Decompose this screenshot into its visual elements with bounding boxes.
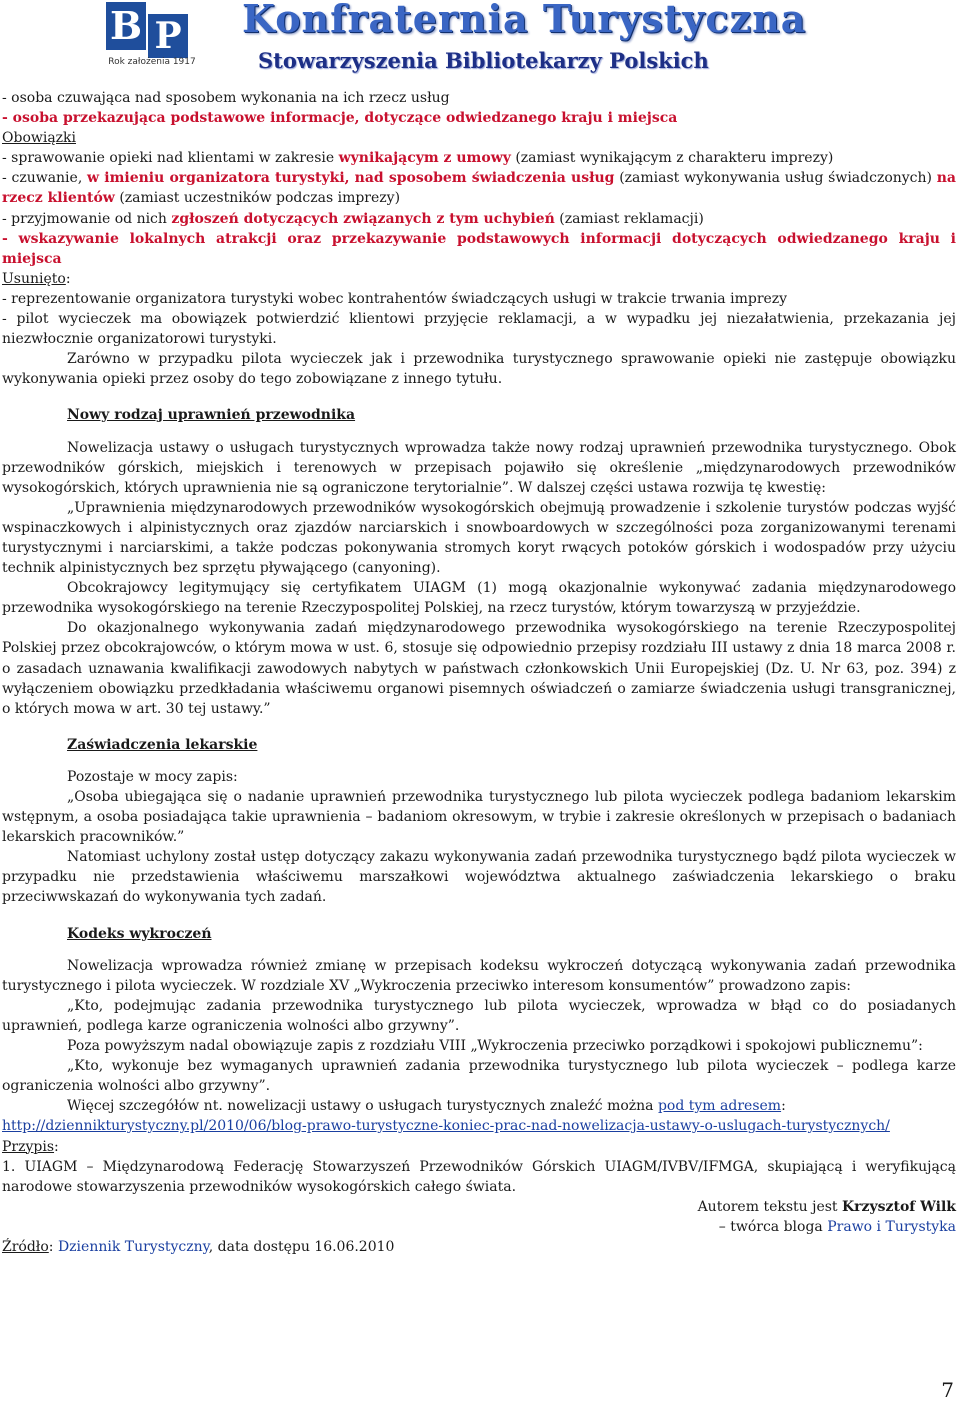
text-span: - czuwanie, bbox=[2, 170, 88, 187]
section-heading: Nowy rodzaj uprawnień przewodnika bbox=[67, 407, 356, 424]
text-span: (zamiast wykonywania usług świadczonych) bbox=[614, 170, 937, 187]
paragraph: Nowelizacja ustawy o usługach turystycznych wprowadza także nowy rodzaj uprawnień przewodnika turystycznego. Obok przewodników górskich, miejskich i terenowych w przepisach pojawiło się określenie „międzynarodowych przewodników wysokogórskich, których uprawnienia nie są ograniczone terytorialnie”. W dalszej części ustawa rozwija tę kwestię: bbox=[2, 439, 956, 496]
details-link[interactable]: pod tym adresem bbox=[657, 1098, 782, 1115]
highlight-span: w imieniu organizatora turystyki, nad sposobem świadczenia usług bbox=[87, 170, 615, 187]
paragraph: Poza powyższym nadal obowiązuje zapis z rozdziału VIII „Wykroczenia przeciwko porządkowi i spokojowi publicznemu”: bbox=[67, 1038, 923, 1055]
author-line bbox=[2, 1197, 956, 1217]
author-role-line bbox=[2, 1217, 956, 1237]
text-span: - sprawowanie opieki nad klientami w zakresie bbox=[2, 150, 339, 167]
source-line bbox=[2, 1237, 956, 1257]
source-date: , data dostępu 16.06.2010 bbox=[208, 1238, 395, 1255]
footnote-label-line bbox=[2, 1137, 956, 1157]
list-item: - pilot wycieczek ma obowiązek potwierdzić klientowi przyjęcie reklamacji, a w wypadku jej niezałatwienia, przekazania jej niezwłocznie organizatorowi turystyki. bbox=[2, 311, 956, 348]
logo-letter-p: P bbox=[148, 14, 188, 58]
text-span: (zamiast uczestników podczas imprezy) bbox=[114, 190, 401, 207]
subheading-obowiazki bbox=[2, 128, 956, 148]
url-line bbox=[2, 1116, 956, 1136]
list-item: - reprezentowanie organizatora turystyki wobec kontrahentów świadczących usługi w trakcie trwania imprezy bbox=[2, 290, 788, 307]
list-item bbox=[2, 148, 956, 168]
page-number: 7 bbox=[941, 1378, 954, 1402]
logo-letter-b: B bbox=[106, 2, 146, 50]
label-usunieto: Usunięto bbox=[2, 270, 66, 287]
blog-link[interactable]: Prawo i Turystyka bbox=[827, 1218, 956, 1235]
text-line-highlight: - osoba przekazująca podstawowe informacje, dotyczące odwiedzanego kraju i miejsca bbox=[2, 110, 678, 127]
section-heading: Kodeks wykroczeń bbox=[67, 925, 212, 942]
list-item-highlight: - wskazywanie lokalnych atrakcji oraz przekazywanie podstawowych informacji dotyczących odwiedzanego kraju i miejsca bbox=[2, 230, 956, 267]
footnote-label: Przypis bbox=[2, 1138, 55, 1155]
text-span: (zamiast reklamacji) bbox=[554, 210, 704, 227]
label-obowiazki: Obowiązki bbox=[2, 130, 77, 147]
list-item bbox=[2, 209, 956, 229]
paragraph bbox=[2, 1096, 956, 1116]
author-name: Krzysztof Wilk bbox=[842, 1198, 956, 1215]
colon: : bbox=[54, 1138, 59, 1155]
paragraph: Do okazjonalnego wykonywania zadań międzynarodowego przewodnika wysokogórskiego na terenie Rzeczypospolitej Polskiej przez obcokrajowców, o którym mowa w ust. 6, stosuje się odpowiednio przepisy rozdziału III ustawy z dnia 18 marca 2008 r. o zasadach uznawania kwalifikacji zawodowych nabytych w państwach członkowskich Unii Europejskiej (Dz. U. Nr 63, poz. 394) z wyłączeniem obowiązku przedkładania właściwemu organowi pisemnych oświadczeń o zamiarze świadczenia usługi transgranicznej, o których mowa w art. 30 tej ustawy.” bbox=[2, 620, 956, 717]
text-span: - przyjmowanie od nich bbox=[2, 210, 172, 227]
brand-subtitle: Stowarzyszenia Bibliotekarzy Polskich bbox=[258, 48, 709, 73]
paragraph: Obcokrajowcy legitymujący się certyfikatem UIAGM (1) mogą okazjonalnie wykonywać zadania międzynarodowego przewodnika wysokogórskiego na terenie Rzeczypospolitej Polskiej, na rzecz turystów, którym towarzyszą w przyjeździe. bbox=[2, 580, 956, 617]
document-body bbox=[2, 88, 956, 1257]
highlight-span: zgłoszeń dotyczących związanych z tym uchybień bbox=[171, 210, 555, 227]
text-line: - osoba czuwająca nad sposobem wykonania na ich rzecz usług bbox=[2, 90, 450, 106]
paragraph: Natomiast uchylony został ustęp dotyczący zakazu wykonywania zadań przewodnika turystycznego bądź pilota wycieczek w przypadku nie przedstawienia właściwemu marszałkowi województwa aktualnego zaświadczenia lekarskiego o braku przeciwwskazań do wykonywania tych zadań. bbox=[2, 849, 956, 906]
paragraph: „Kto, wykonuje bez wymaganych uprawnień zadania przewodnika turystycznego lub pilota wycieczek – podlega karze ograniczenia wolności albo grzywny”. bbox=[2, 1058, 956, 1095]
source-label: Źródło bbox=[2, 1238, 49, 1255]
article-url-link[interactable]: http://dziennikturystyczny.pl/2010/06/blog-prawo-turystyczne-koniec-prac-nad-nowelizacja-ustawy-o-uslugach-turystycznych/ bbox=[2, 1118, 890, 1135]
brand-title: Konfraternia Turystyczna bbox=[242, 0, 807, 41]
paragraph: Zarówno w przypadku pilota wycieczek jak i przewodnika turystycznego sprawowanie opieki nie zastępuje obowiązku wykonywania opieki przez osoby do tego zobowiązane z innego tytułu. bbox=[2, 351, 956, 388]
footnote-item: 1. UIAGM – Międzynarodową Federację Stowarzyszeń Przewodników Górskich UIAGM/IVBV/IFMGA, skupiającą i weryfikującą narodowe stowarzyszenia przewodników wysokogórskich całego świata. bbox=[2, 1158, 956, 1195]
text-span: Autorem tekstu jest bbox=[697, 1198, 843, 1215]
source-link[interactable]: Dziennik Turystyczny bbox=[57, 1238, 209, 1255]
paragraph: „Kto, podejmując zadania przewodnika turystycznego lub pilota wycieczek, wprowadza w błąd co do posiadanych uprawnień, podlega karze ograniczenia wolności albo grzywny”. bbox=[2, 997, 956, 1034]
colon: : bbox=[65, 270, 71, 287]
colon: : bbox=[781, 1098, 786, 1115]
paragraph: „Osoba ubiegająca się o nadanie uprawnień przewodnika turystycznego lub pilota wycieczek podlega badaniom lekarskim wstępnym, a osoba posiadająca takie uprawnienia – badaniom okresowym, w trybie i zakresie określonych w przepisach o badaniach lekarskich pracowników.” bbox=[2, 789, 956, 846]
paragraph: Nowelizacja wprowadza również zmianę w przepisach kodeksu wykroczeń dotyczącą wykonywania zadań przewodnika turystycznego i pilota wycieczek. W rozdziale XV „Wykroczenia przeciwko interesom konsumentów” prowadzono zapis: bbox=[2, 957, 956, 994]
paragraph: „Uprawnienia międzynarodowych przewodników wysokogórskich obejmują prowadzenie i szkolenie turystów podczas wyjść wspinaczkowych i alpinistycznych oraz zjazdów narciarskich i snowboardowych w szczególności poza zorganizowanymi terenami turystycznymi i narciarskimi, a także podczas pokonywania stromych koryt rwących potoków górskich i wodospadów przy użyciu technik alpinistycznych bez sprzętu pływającego (canyoning). bbox=[2, 499, 956, 577]
subheading-usunieto bbox=[2, 269, 956, 289]
colon: : bbox=[48, 1238, 58, 1255]
section-heading: Zaświadczenia lekarskie bbox=[67, 736, 258, 753]
page-header bbox=[0, 0, 960, 80]
text-span: Więcej szczegółów nt. nowelizacji ustawy o usługach turystycznych znaleźć można bbox=[67, 1098, 658, 1115]
bp-logo bbox=[106, 2, 196, 67]
highlight-span: wynikającym z umowy bbox=[338, 150, 511, 167]
logo-year: Rok założenia 1917 bbox=[108, 57, 196, 67]
text-span: – twórca bloga bbox=[718, 1218, 828, 1235]
highlight-span: na rzecz klientów bbox=[2, 170, 956, 207]
paragraph: Pozostaje w mocy zapis: bbox=[67, 768, 238, 785]
list-item bbox=[2, 168, 956, 208]
text-span: (zamiast wynikającym z charakteru imprezy) bbox=[510, 150, 834, 167]
